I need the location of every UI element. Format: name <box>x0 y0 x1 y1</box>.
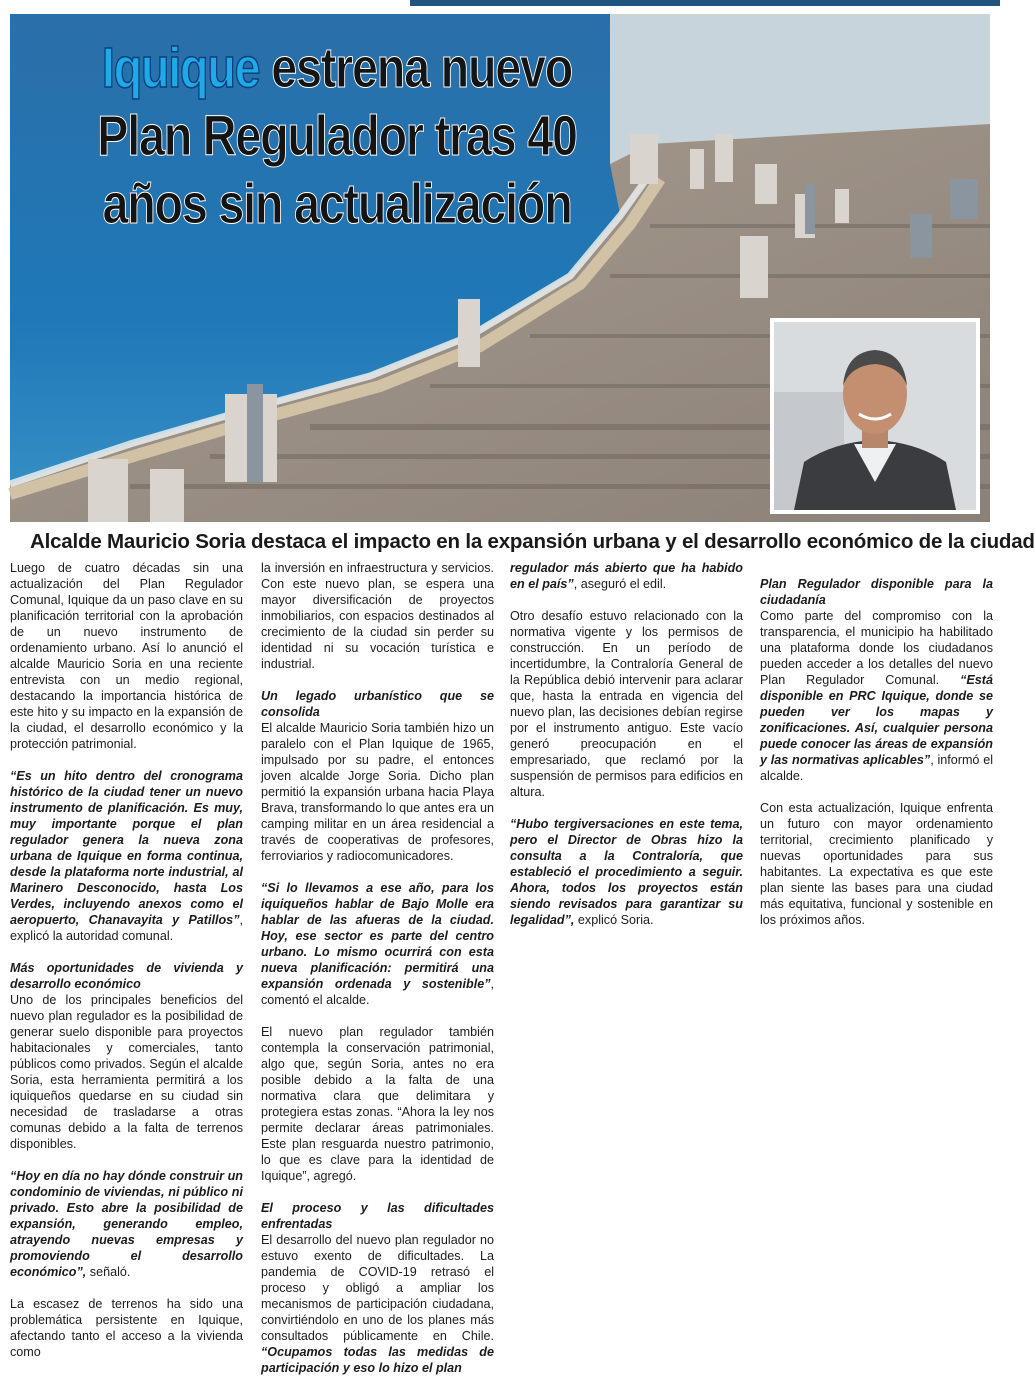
quote-paragraph <box>261 880 494 1008</box>
section-heading: El proceso y las dificultades enfrentadas <box>261 1201 494 1231</box>
quote: “Está disponible en PRC Iquique, donde se pueden ver los mapas y zonificaciones. Así, cualquier persona puede conocer las áreas de expansión y las normativas aplicables” <box>760 673 993 767</box>
paragraph-text: El desarrollo del nuevo plan regulador no estuvo exento de dificultades. La pandemia de COVID-19 retrasó el proceso y obligó a ampliar los mecanismos de participación ciudadana, convirtiéndolo en uno de los planes más consultados públicamente en Chile. <box>261 1233 494 1343</box>
article-column-4 <box>760 560 993 944</box>
section-heading: Plan Regulador disponible para la ciudadanía <box>760 577 993 607</box>
quote: “Hubo tergiversaciones en este tema, pero el Director de Obras hizo la consulta a la Contraloría, que estableció el procedimiento a seguir. Ahora, todos los proyectos están siendo revisados para garantizar su legalidad”, <box>510 817 743 927</box>
section-block <box>760 576 993 784</box>
quote: regulador más abierto que ha habido en el país” <box>510 561 743 591</box>
paragraph: El alcalde Mauricio Soria también hizo un paralelo con el Plan Iquique de 1965, impulsado por su padre, el entonces joven alcalde Jorge Soria. Dicho plan permitió la expansión urbana hacia Playa Brava, transformando lo que antes era un camping militar en un área residencial a través de cooperativas de profesores, ferroviarios y radiocomunicadores. <box>261 721 494 863</box>
quote-attribution: explicó Soria. <box>574 913 654 927</box>
quote-attribution: , comentó el alcalde. <box>261 977 494 1007</box>
article-column-2 <box>261 560 494 1392</box>
quote: “Es un hito dentro del cronograma histórico de la ciudad tener un nuevo instrumento de planificación. Es muy, muy importante porque el plan regulador genera la nueva zona urbana de Iquique en forma continua, desde la plataforma norte industrial, al Marinero Desconocido, hasta Los Verdes, incluyendo anexos como el aeropuerto, Chanavayita y Patillos” <box>10 769 243 927</box>
top-accent-bar <box>410 0 1000 6</box>
quote-paragraph <box>510 560 743 592</box>
quote-attribution: , explicó la autoridad comunal. <box>10 913 243 943</box>
paragraph: El nuevo plan regulador también contempla la conservación patrimonial, algo que, según Soria, antes no era posible debido a la falta de una normativa clara que delimitara y protegiera estas zonas. “Ahora la ley nos permite declarar áreas patrimoniales. Este plan resguarda nuestro patrimonio, lo que es clave para la identidad de Iquique”, agregó. <box>261 1025 494 1183</box>
quote-attribution: señaló. <box>86 1265 131 1279</box>
section-heading: Más oportunidades de vivienda y desarrollo económico <box>10 961 243 991</box>
quote-attribution: , informó el alcalde. <box>760 753 993 783</box>
quote: “Hoy en día no hay dónde construir un condominio de viviendas, ni público ni privado. Esto abre la posibilidad de expansión, generando empleo, atrayendo nuevas empresas y promoviendo el desarrollo económico”, <box>10 1169 243 1279</box>
paragraph: Uno de los principales beneficios del nuevo plan regulador es la posibilidad de generar suelo disponible para proyectos habitacionales y comerciales, tanto públicos como privados. Según el alcalde Soria, esta herramienta permitirá a los iquiqueños quedarse en su ciudad sin necesidad de trasladarse a otras comunas debido a la falta de terrenos disponibles. <box>10 993 243 1151</box>
quote-paragraph <box>10 768 243 944</box>
portrait-illustration <box>774 322 976 510</box>
section-heading: Un legado urbanístico que se consolida <box>261 689 494 719</box>
quote-paragraph <box>10 1168 243 1280</box>
quote-attribution: , aseguró el edil. <box>573 577 667 591</box>
headline <box>87 34 587 238</box>
paragraph: la inversión en infraestructura y servicios. Con este nuevo plan, se espera una mayor diversificación de proyectos inmobiliarios, con espacios destinados al crecimiento de la ciudad sin perder su identidad ni su vocación turística e industrial. <box>261 561 494 671</box>
article-column-1 <box>10 560 243 1376</box>
mayor-portrait-photo <box>770 318 980 514</box>
paragraph-text: Como parte del compromiso con la transparencia, el municipio ha habilitado una plataforma donde los ciudadanos pueden acceder a los detalles del nuevo Plan Regulador Comunal. <box>760 609 993 687</box>
paragraph: Otro desafío estuvo relacionado con la normativa vigente y los permisos de construcción. En un período de incertidumbre, la Contraloría General de la República debió intervenir para aclarar que, hasta la entrada en vigencia del nuevo plan, las decisiones debían regirse por el instrumento antiguo. Este vacío generó preocupación en el empresariado, que reclamó por la suspensión de permisos para edificios en altura. <box>510 609 743 799</box>
headline-rest: estrena nuevo Plan Regulador tras 40 años sin actualización <box>97 36 577 236</box>
quote-paragraph <box>510 816 743 928</box>
paragraph: La escasez de terrenos ha sido una problemática persistente en Iquique, afectando tanto el acceso a la vivienda como <box>10 1297 243 1359</box>
quote: “Ocupamos todas las medidas de participación y eso lo hizo el plan <box>261 1345 494 1375</box>
headline-highlight: Iquique <box>101 36 260 100</box>
paragraph: Con esta actualización, Iquique enfrenta un futuro con mayor ordenamiento territorial, crecimiento planificado y nuevas oportunidades para sus habitantes. La expectativa es que este plan siente las bases para una ciudad más equitativa, funcional y sostenible en los próximos años. <box>760 801 993 927</box>
quote: “Si lo llevamos a ese año, para los iquiqueños hablar de Bajo Molle era hablar de las afueras de la ciudad. Hoy, ese sector es parte del centro urbano. Lo mismo ocurrirá con esta nueva planificación: permitirá una expansión ordenada y sostenible” <box>261 881 494 991</box>
article-column-3 <box>510 560 743 944</box>
subheadline: Alcalde Mauricio Soria destaca el impacto en la expansión urbana y el desarrollo económico de la ciudad <box>30 530 1035 553</box>
paragraph-with-quote <box>261 1232 494 1376</box>
paragraph: Luego de cuatro décadas sin una actualización del Plan Regulador Comunal, Iquique da un paso clave en su planificación territorial con la aprobación de un nuevo instrumento de ordenamiento urbano. Así lo anunció el alcalde Mauricio Soria en una reciente entrevista con un medio regional, destacando la importancia histórica de este hito y su impacto en la expansión de la ciudad, el desarrollo económico y la protección patrimonial. <box>10 561 243 751</box>
